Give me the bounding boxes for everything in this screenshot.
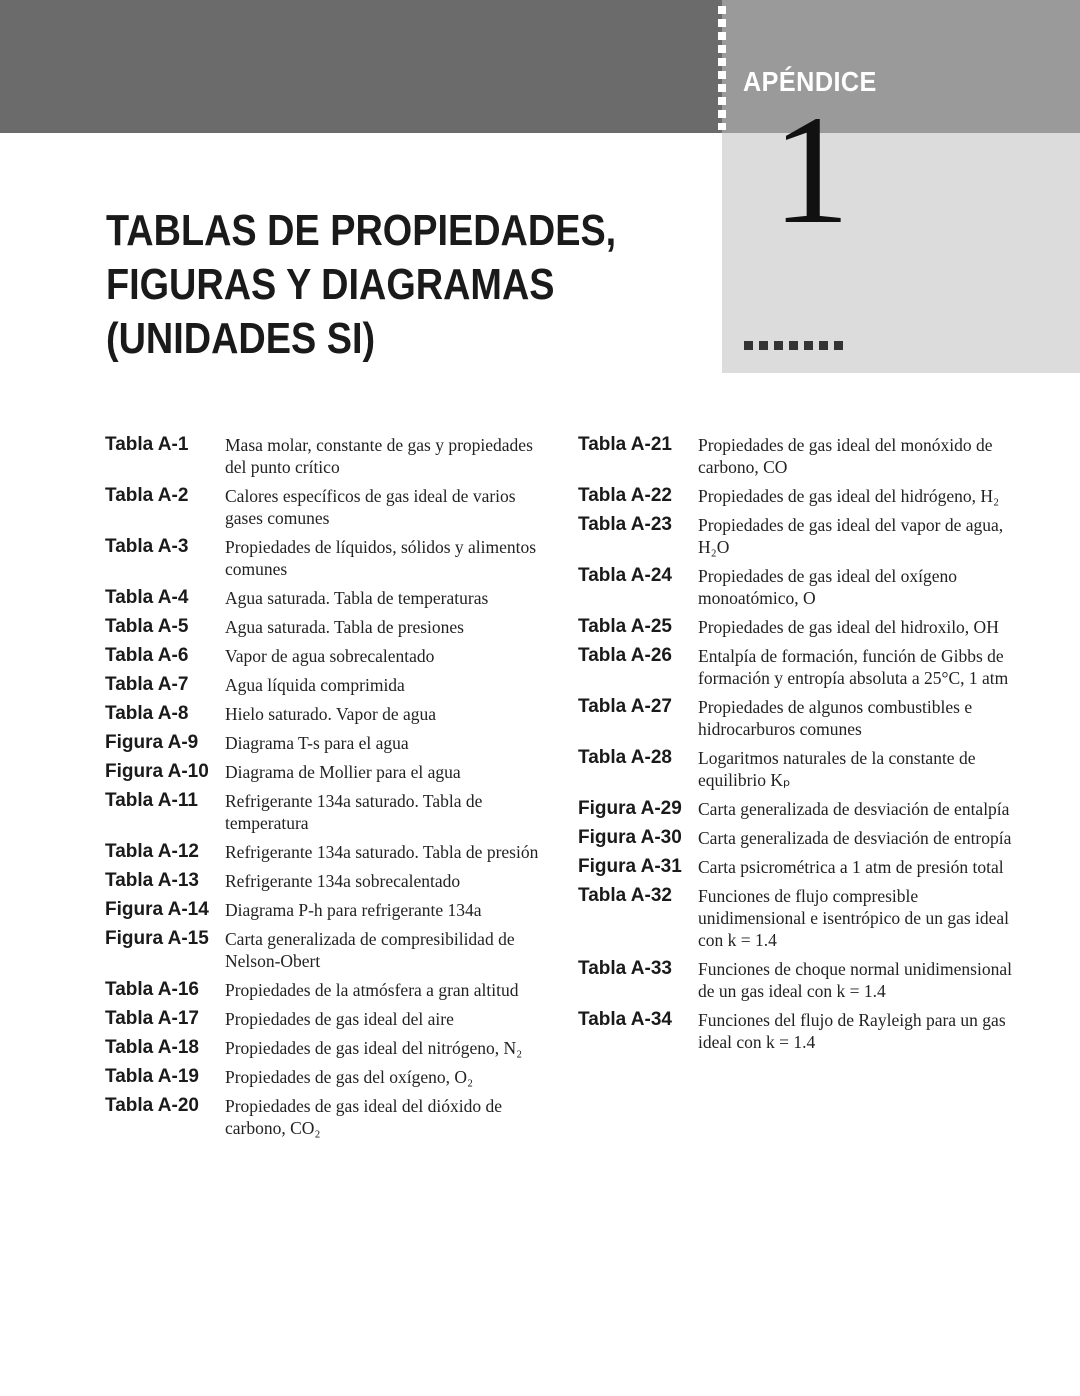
contents-right-column bbox=[578, 434, 1018, 1060]
entry-description: Diagrama P-h para refrigerante 134a bbox=[225, 900, 482, 920]
entry-description: Diagrama T-s para el agua bbox=[225, 733, 409, 753]
title-line: TABLAS DE PROPIEDADES, bbox=[106, 206, 617, 255]
entry-description: Funciones de flujo compresible unidimensional e isentrópico de un gas ideal con k = 1.4 bbox=[698, 886, 1010, 950]
entry-description: Propiedades de gas ideal del hidroxilo, OH bbox=[698, 617, 999, 637]
entry-description: Refrigerante 134a sobrecalentado bbox=[225, 871, 461, 891]
entry-label: Figura A-31 bbox=[578, 856, 682, 877]
contents-entry bbox=[578, 798, 1018, 820]
entry-description: Propiedades de gas ideal del dióxido de carbono, CO₂ bbox=[225, 1096, 503, 1138]
entry-description: Propiedades de la atmósfera a gran altitud bbox=[225, 980, 519, 1000]
entry-description: Carta generalizada de desviación de entropía bbox=[698, 828, 1012, 848]
entry-label: Tabla A-20 bbox=[105, 1095, 199, 1116]
entry-label: Figura A-15 bbox=[105, 928, 209, 949]
entry-label: Tabla A-8 bbox=[105, 703, 189, 724]
contents-entry bbox=[578, 827, 1018, 849]
entry-label: Tabla A-19 bbox=[105, 1066, 199, 1087]
contents-entry bbox=[105, 485, 545, 529]
title-line: FIGURAS Y DIAGRAMAS bbox=[106, 260, 555, 309]
contents-entry bbox=[105, 790, 545, 834]
entry-description: Propiedades de gas ideal del oxígeno monoatómico, O bbox=[698, 566, 958, 608]
entry-label: Tabla A-23 bbox=[578, 514, 672, 535]
entry-description: Agua líquida comprimida bbox=[225, 675, 405, 695]
entry-description: Propiedades de gas ideal del vapor de agua, H₂O bbox=[698, 515, 1004, 557]
entry-label: Tabla A-26 bbox=[578, 645, 672, 666]
entry-description: Hielo saturado. Vapor de agua bbox=[225, 704, 437, 724]
entry-description: Agua saturada. Tabla de presiones bbox=[225, 617, 464, 637]
entry-description: Vapor de agua sobrecalentado bbox=[225, 646, 435, 666]
contents-entry bbox=[578, 958, 1018, 1002]
entry-label: Tabla A-5 bbox=[105, 616, 189, 637]
entry-description: Logaritmos naturales de la constante de equilibrio Kₚ bbox=[698, 748, 976, 790]
title-line: (UNIDADES SI) bbox=[106, 314, 376, 363]
entry-label: Tabla A-25 bbox=[578, 616, 672, 637]
entry-label: Figura A-30 bbox=[578, 827, 682, 848]
contents-entry bbox=[105, 761, 545, 783]
contents-entry bbox=[105, 870, 545, 892]
entry-label: Tabla A-13 bbox=[105, 870, 199, 891]
entry-label: Tabla A-27 bbox=[578, 696, 672, 717]
entry-label: Tabla A-11 bbox=[105, 790, 198, 811]
entry-description: Carta psicrométrica a 1 atm de presión total bbox=[698, 857, 1004, 877]
entry-label: Tabla A-7 bbox=[105, 674, 189, 695]
contents-entry bbox=[105, 1037, 545, 1059]
entry-label: Tabla A-28 bbox=[578, 747, 672, 768]
entry-label: Tabla A-24 bbox=[578, 565, 672, 586]
page-title bbox=[106, 204, 616, 366]
contents-entry bbox=[105, 1095, 545, 1139]
entry-label: Figura A-29 bbox=[578, 798, 682, 819]
entry-label: Tabla A-34 bbox=[578, 1009, 672, 1030]
contents-entry bbox=[105, 899, 545, 921]
entry-label: Tabla A-4 bbox=[105, 587, 189, 608]
contents-entry bbox=[578, 856, 1018, 878]
contents-left-column bbox=[105, 434, 545, 1146]
contents-entry bbox=[105, 536, 545, 580]
appendix-number: 1 bbox=[772, 83, 850, 256]
entry-label: Tabla A-18 bbox=[105, 1037, 199, 1058]
contents-entry bbox=[105, 928, 545, 972]
decorative-squares bbox=[744, 341, 843, 350]
entry-description: Carta generalizada de compresibilidad de Nelson-Obert bbox=[225, 929, 515, 971]
entry-label: Tabla A-12 bbox=[105, 841, 199, 862]
entry-description: Propiedades de gas ideal del aire bbox=[225, 1009, 454, 1029]
contents-entry bbox=[578, 514, 1018, 558]
entry-label: Tabla A-17 bbox=[105, 1008, 199, 1029]
entry-description: Funciones del flujo de Rayleigh para un gas ideal con k = 1.4 bbox=[698, 1010, 1006, 1052]
entry-description: Agua saturada. Tabla de temperaturas bbox=[225, 588, 489, 608]
contents-entry bbox=[578, 885, 1018, 951]
contents-entry bbox=[578, 616, 1018, 638]
entry-label: Figura A-14 bbox=[105, 899, 209, 920]
entry-label: Tabla A-21 bbox=[578, 434, 672, 455]
contents-entry bbox=[105, 1008, 545, 1030]
contents-entry bbox=[105, 587, 545, 609]
dashed-divider bbox=[718, 6, 726, 130]
contents-entry bbox=[105, 979, 545, 1001]
entry-label: Tabla A-22 bbox=[578, 485, 672, 506]
entry-description: Refrigerante 134a saturado. Tabla de presión bbox=[225, 842, 539, 862]
entry-label: Tabla A-33 bbox=[578, 958, 672, 979]
entry-label: Figura A-10 bbox=[105, 761, 209, 782]
entry-description: Calores específicos de gas ideal de varios gases comunes bbox=[225, 486, 516, 528]
header-band bbox=[0, 0, 722, 133]
entry-label: Figura A-9 bbox=[105, 732, 199, 753]
entry-description: Propiedades de gas del oxígeno, O₂ bbox=[225, 1067, 474, 1087]
entry-description: Carta generalizada de desviación de entalpía bbox=[698, 799, 1010, 819]
contents-entry bbox=[105, 841, 545, 863]
contents-entry bbox=[578, 696, 1018, 740]
contents-entry bbox=[578, 747, 1018, 791]
contents-entry bbox=[578, 1009, 1018, 1053]
entry-label: Tabla A-16 bbox=[105, 979, 199, 1000]
contents-entry bbox=[578, 565, 1018, 609]
contents-entry bbox=[105, 732, 545, 754]
contents-entry bbox=[105, 674, 545, 696]
contents-entry bbox=[105, 645, 545, 667]
entry-description: Funciones de choque normal unidimensional de un gas ideal con k = 1.4 bbox=[698, 959, 1012, 1001]
entry-description: Propiedades de gas ideal del nitrógeno, N₂ bbox=[225, 1038, 523, 1058]
appendix-label: APÉNDICE bbox=[743, 66, 877, 97]
contents-entry bbox=[105, 703, 545, 725]
entry-description: Masa molar, constante de gas y propiedades del punto crítico bbox=[225, 435, 533, 477]
entry-description: Entalpía de formación, función de Gibbs de formación y entropía absoluta a 25°C, 1 atm bbox=[698, 646, 1009, 688]
entry-description: Propiedades de líquidos, sólidos y alimentos comunes bbox=[225, 537, 537, 579]
contents-entry bbox=[105, 1066, 545, 1088]
entry-label: Tabla A-1 bbox=[105, 434, 189, 455]
entry-label: Tabla A-3 bbox=[105, 536, 189, 557]
entry-description: Propiedades de algunos combustibles e hidrocarburos comunes bbox=[698, 697, 973, 739]
entry-description: Diagrama de Mollier para el agua bbox=[225, 762, 461, 782]
contents-entry bbox=[578, 645, 1018, 689]
entry-label: Tabla A-2 bbox=[105, 485, 189, 506]
contents-entry bbox=[578, 485, 1018, 507]
contents-entry bbox=[578, 434, 1018, 478]
entry-label: Tabla A-32 bbox=[578, 885, 672, 906]
entry-label: Tabla A-6 bbox=[105, 645, 189, 666]
entry-description: Propiedades de gas ideal del hidrógeno, H₂ bbox=[698, 486, 1000, 506]
entry-description: Refrigerante 134a saturado. Tabla de temperatura bbox=[225, 791, 483, 833]
contents-entry bbox=[105, 616, 545, 638]
contents-entry bbox=[105, 434, 545, 478]
entry-description: Propiedades de gas ideal del monóxido de carbono, CO bbox=[698, 435, 993, 477]
